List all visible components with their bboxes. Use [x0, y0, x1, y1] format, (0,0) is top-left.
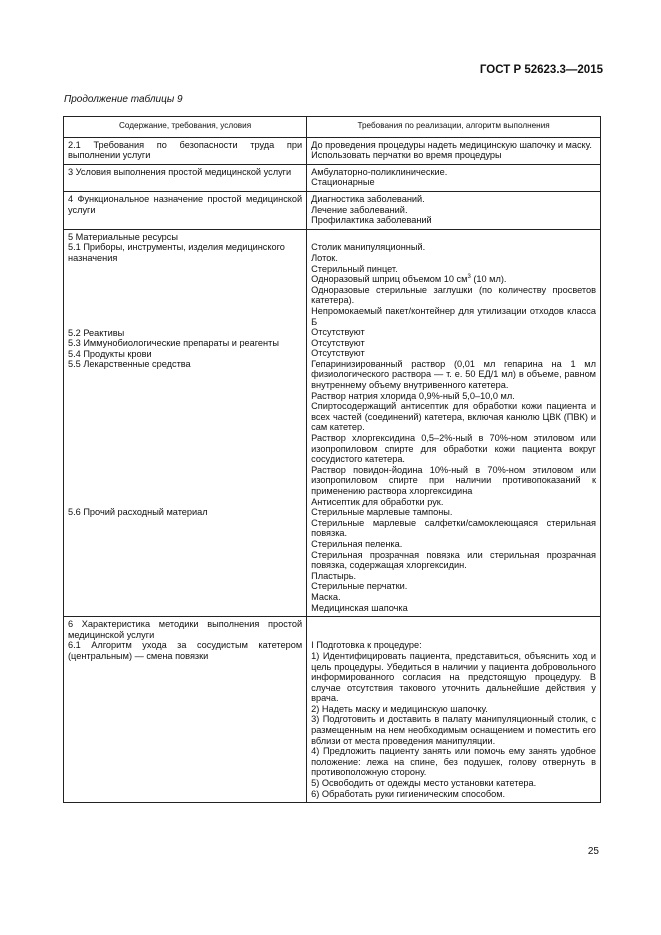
list-item: Спиртосодержащий антисептик для обработки кожи пациента и всех частей (соединений) катетера, включая канюлю ЦВК (ПВК) и сам катетер. [311, 401, 596, 433]
list-item: I Подготовка к процедуре: [311, 640, 422, 651]
standard-header: ГОСТ Р 52623.3—2015 [479, 64, 603, 76]
list-item: Отсутствуют [311, 337, 365, 348]
list-item: 5.3 Иммунобиологические препараты и реагенты [68, 338, 279, 349]
requirements-table [63, 116, 601, 803]
cell-conditions: 3 Условия выполнения простой медицинской услуги [64, 164, 307, 191]
list-item: Гепаринизированный раствор (0,01 мл гепарина на 1 мл физиологического раствора — т. е. 50 ЕД/1 мл) в объеме, равном внутреннему объему внутривенного катетера. [311, 358, 596, 391]
list-item: Отсутствуют [311, 327, 365, 338]
list-item: Диагностика заболеваний. [311, 193, 425, 204]
list-item: 5.1 Приборы, инструменты, изделия медицинского назначения [68, 242, 285, 263]
list-item: 4) Предложить пациенту занять или помочь ему занять удобное положение: лежа на спине, без подушек, голову отвернуть в противоположную сторону. [311, 746, 596, 778]
list-item: Пластырь. [311, 570, 357, 581]
spacer [68, 264, 302, 328]
list-item: 5.6 Прочий расходный материал [68, 506, 208, 517]
list-item: 6) Обработать руки гигиеническим способом. [311, 788, 506, 799]
list-item: 5.4 Продукты крови [68, 348, 152, 359]
cell-resources-impl [307, 229, 601, 616]
list-item: 5) Освободить от одежды место установки катетера. [311, 778, 537, 789]
list-item: Одноразовые стерильные заглушки (по количеству просветов катетера). [311, 284, 596, 306]
list-item: Раствор хлоргексидина 0,5–2%-ный в 70%-ном этиловом или изопропиловом спирте для обработки кожи пациента вокруг сосудистого катетера. [311, 433, 596, 465]
list-item: Лоток. [311, 252, 338, 263]
table-row [64, 164, 601, 191]
list-item: Профилактика заболеваний [311, 215, 432, 226]
list-item: До проведения процедуры надеть медицинскую шапочку и маску. [311, 139, 592, 150]
list-item: 3) Подготовить и доставить в палату манипуляционный столик, с размещенным на нем необходимым оснащением и поместить его вблизи от места проведения манипуляции. [311, 714, 596, 746]
table-row [64, 137, 601, 164]
list-item: Маска. [311, 591, 341, 602]
table-row [64, 617, 601, 803]
list-item: Использовать перчатки во время процедуры [311, 150, 502, 161]
cell-safety-impl [307, 137, 601, 164]
cell-method [64, 617, 307, 803]
list-item: Лечение заболеваний. [311, 204, 408, 215]
list-item: Антисептик для обработки рук. [311, 496, 444, 507]
list-item: Раствор повидон-йодина 10%-ный в 70%-ном этиловом или изопропиловом спирте при наличии противопоказаний к применению раствора хлоргексидина [311, 464, 596, 496]
list-item: Непромокаемый пакет/контейнер для утилизации отходов класса Б [311, 305, 596, 327]
list-item: Стерильный пинцет. [311, 263, 398, 274]
list-item: 5.5 Лекарственные средства [68, 359, 191, 370]
cell-safety-req: 2.1 Требования по безопасности труда при выполнении услуги [64, 137, 307, 164]
section-heading: 5 Материальные ресурсы [68, 231, 178, 242]
column-header-algorithm: Требования по реализации, алгоритм выполнения [307, 117, 601, 138]
list-item: 1) Идентифицировать пациента, представиться, объяснить ход и цель процедуры. Убедиться в наличии у пациента добровольного информированного согласия на предстоящую процедуру. В случае отсутствия такового уточнить дальнейшие действия у врача. [311, 650, 596, 704]
cell-method-impl [307, 617, 601, 803]
list-item: Столик манипуляционный. [311, 242, 426, 253]
table-row [64, 191, 601, 229]
table-row [64, 229, 601, 616]
list-item: Одноразовый шприц объемом 10 $см^3$ (10 мл). [311, 274, 507, 285]
cell-purpose: 4 Функциональное назначение простой медицинской услуги [64, 191, 307, 229]
spacer [68, 370, 302, 507]
list-item: 6.1 Алгоритм ухода за сосудистым катетером (центральным) — смена повязки [68, 640, 303, 661]
list-item: Стерильные перчатки. [311, 581, 408, 592]
list-item: 5.2 Реактивы [68, 327, 125, 338]
list-item: Стерильная пеленка. [311, 538, 403, 549]
list-item: Раствор натрия хлорида 0,9%-ный 5,0–10,0 мл. [311, 390, 515, 401]
list-item: Отсутствуют [311, 348, 365, 359]
list-item: Амбулаторно-поликлинические. [311, 166, 448, 177]
list-item: Стерильные марлевые салфетки/самоклеющаяся стерильная повязка. [311, 517, 596, 539]
list-item: Стационарные [311, 177, 375, 188]
column-header-conditions: Содержание, требования, условия [64, 117, 307, 138]
cell-conditions-impl [307, 164, 601, 191]
list-item: Стерильные марлевые тампоны. [311, 507, 453, 518]
list-item: Стерильная прозрачная повязка или стерильная прозрачная повязка, содержащая хлоргексидин. [311, 549, 596, 571]
table-header-row [64, 117, 601, 138]
cell-resources [64, 229, 307, 616]
list-item: 2) Надеть маску и медицинскую шапочку. [311, 703, 488, 714]
section-heading: 6 Характеристика методики выполнения простой медицинской услуги [68, 619, 303, 640]
cell-purpose-impl [307, 191, 601, 229]
list-item: Медицинская шапочка [311, 602, 408, 613]
page-number: 25 [587, 846, 599, 857]
table-caption: Продолжение таблицы 9 [64, 94, 183, 105]
